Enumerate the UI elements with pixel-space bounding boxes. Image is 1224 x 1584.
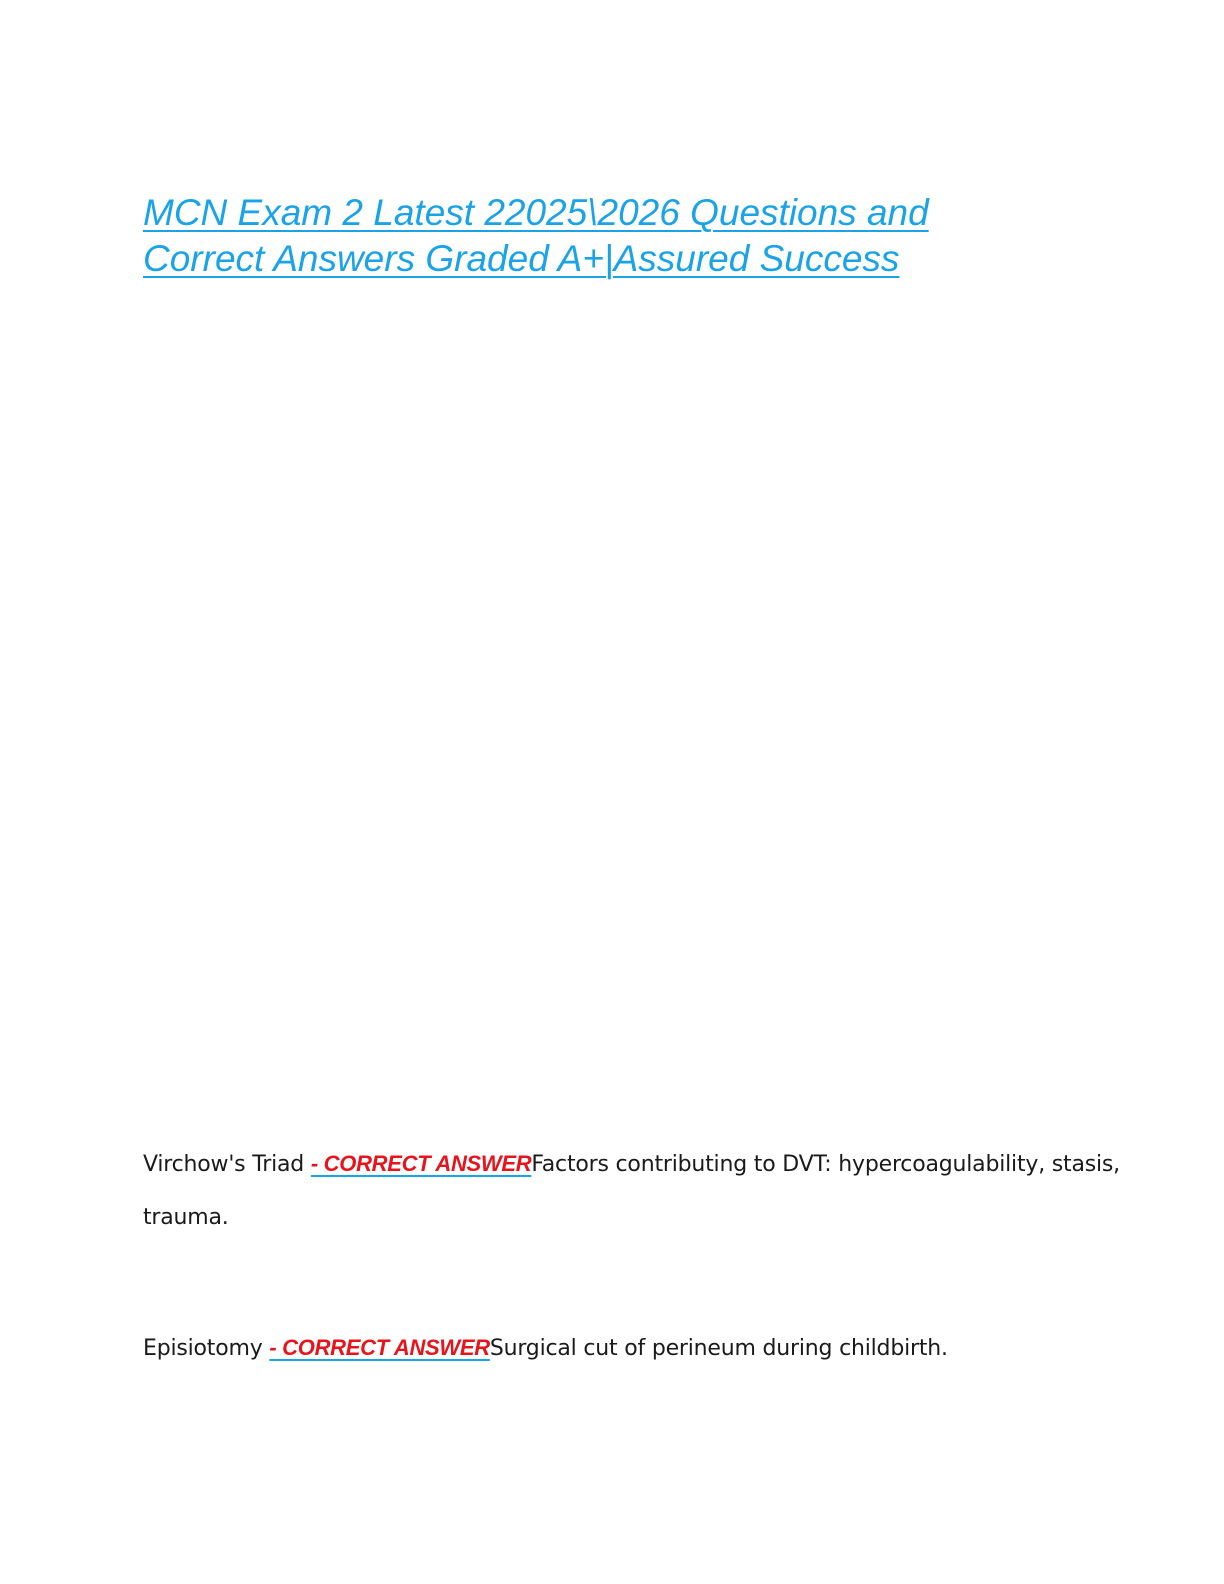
qa-item-episiotomy bbox=[143, 1321, 1143, 1375]
qa-item-virchows-triad bbox=[143, 1137, 1143, 1244]
document-title-line-1: MCN Exam 2 Latest 22025\2026 Questions and bbox=[143, 192, 929, 233]
qa-term: Episiotomy bbox=[143, 1336, 270, 1361]
document-title bbox=[143, 190, 1043, 282]
correct-answer-marker: - CORRECT ANSWER bbox=[269, 1335, 490, 1360]
qa-answer: Surgical cut of perineum during childbirth. bbox=[489, 1336, 948, 1361]
qa-answer: Factors contributing to DVT: hypercoagulability, stasis, trauma. bbox=[143, 1152, 1120, 1230]
correct-answer-marker: - CORRECT ANSWER bbox=[310, 1151, 532, 1176]
qa-term: Virchow's Triad bbox=[143, 1152, 311, 1177]
document-title-line-2: Correct Answers Graded A+|Assured Success bbox=[143, 238, 900, 279]
